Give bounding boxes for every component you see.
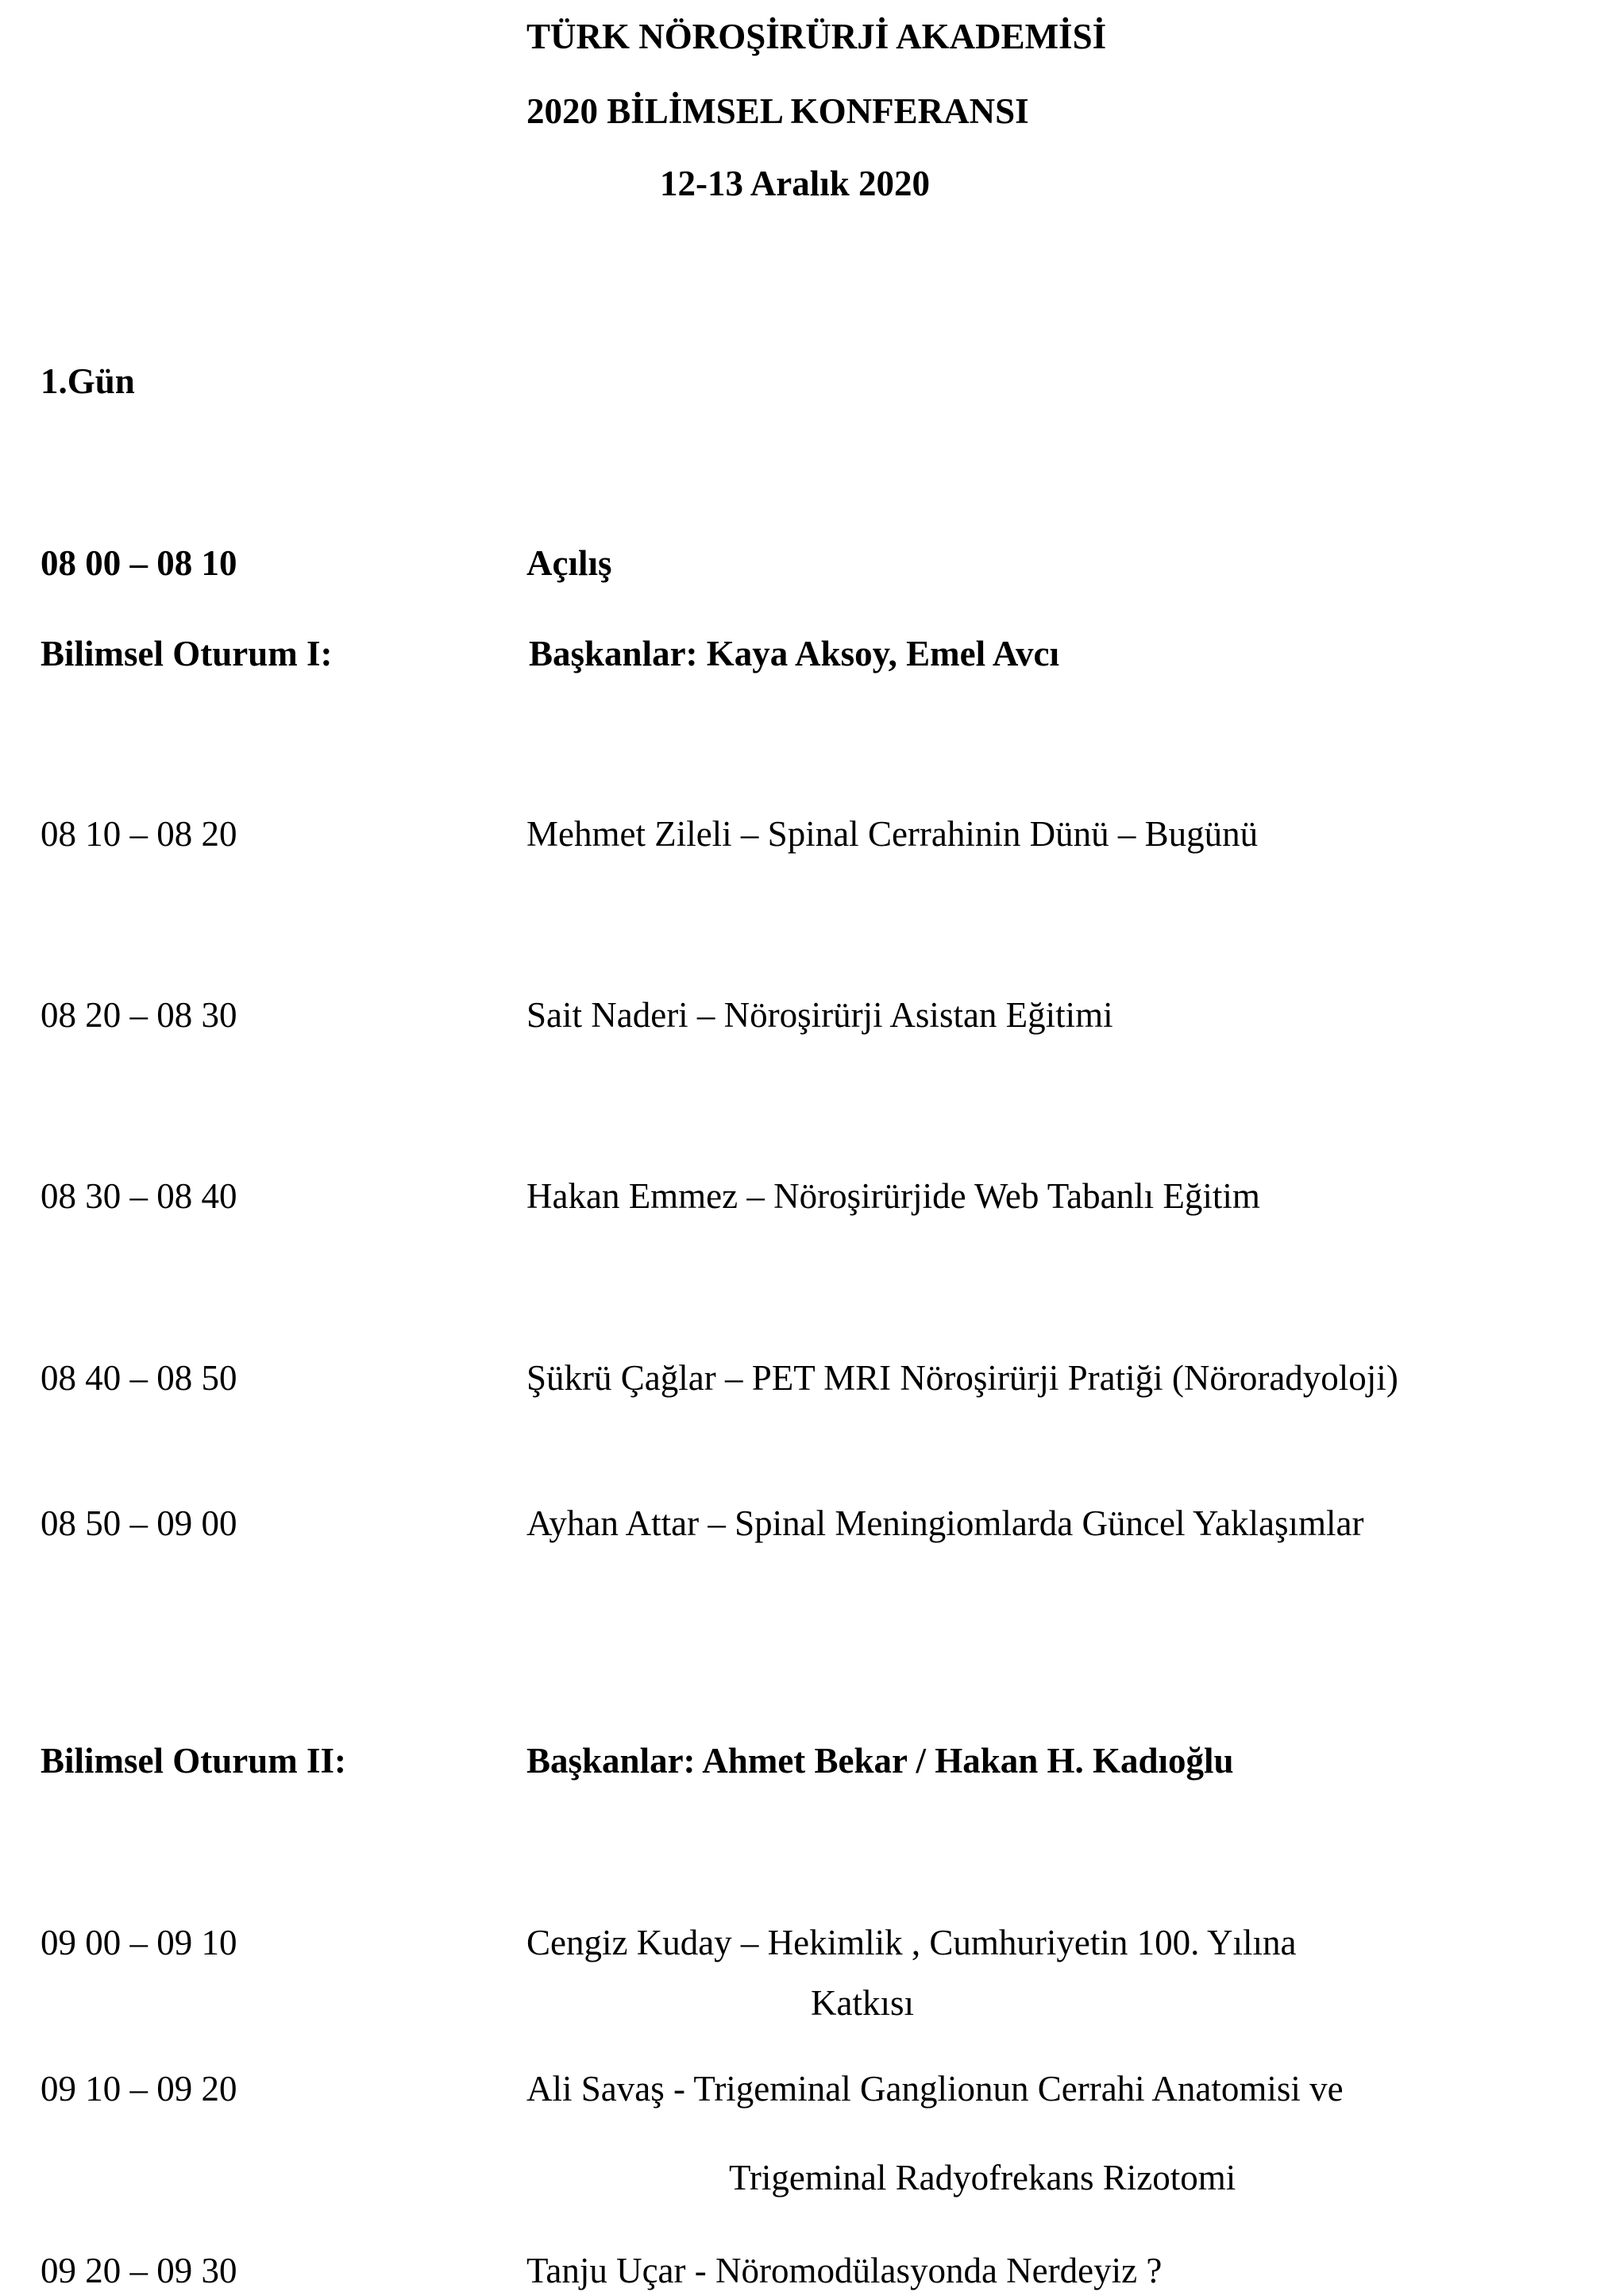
opening-title: Açılış	[526, 543, 612, 583]
talk-title-continuation: Katkısı	[811, 1983, 914, 2023]
talk-title-continuation: Trigeminal Radyofrekans Rizotomi	[729, 2158, 1236, 2198]
talk-time: 08 20 – 08 30	[40, 995, 237, 1035]
talk-time: 09 10 – 09 20	[40, 2069, 237, 2109]
talk-title: Ayhan Attar – Spinal Meningiomlarda Güncel Yaklaşımlar	[526, 1503, 1364, 1543]
talk-time: 08 40 – 08 50	[40, 1358, 237, 1398]
session-1-chairs: Başkanlar: Kaya Aksoy, Emel Avcı	[529, 634, 1059, 673]
talk-title: Sait Naderi – Nöroşirürji Asistan Eğitimi	[526, 995, 1113, 1035]
talk-title: Tanju Uçar - Nöromodülasyonda Nerdeyiz ?	[526, 2251, 1163, 2290]
conference-dates: 12-13 Aralık 2020	[660, 164, 931, 203]
talk-time: 09 00 – 09 10	[40, 1923, 237, 1962]
conference-name: 2020 BİLİMSEL KONFERANSI	[526, 91, 1029, 131]
talk-time: 08 50 – 09 00	[40, 1503, 237, 1543]
session-1-label: Bilimsel Oturum I:	[40, 634, 333, 673]
talk-title: Hakan Emmez – Nöroşirürjide Web Tabanlı Eğitim	[526, 1176, 1260, 1216]
talk-title: Şükrü Çağlar – PET MRI Nöroşirürji Pratiği (Nöroradyoloji)	[526, 1358, 1398, 1398]
talk-time: 09 20 – 09 30	[40, 2251, 237, 2290]
talk-title: Mehmet Zileli – Spinal Cerrahinin Dünü – Bugünü	[526, 814, 1259, 854]
conference-org-title: TÜRK NÖROŞİRÜRJİ AKADEMİSİ	[526, 17, 1107, 56]
talk-time: 08 10 – 08 20	[40, 814, 237, 854]
session-2-label: Bilimsel Oturum II:	[40, 1741, 347, 1781]
talk-time: 08 30 – 08 40	[40, 1176, 237, 1216]
talk-title: Cengiz Kuday – Hekimlik , Cumhuriyetin 100. Yılına	[526, 1923, 1297, 1962]
talk-title: Ali Savaş - Trigeminal Ganglionun Cerrahi Anatomisi ve	[526, 2069, 1344, 2109]
opening-time: 08 00 – 08 10	[40, 543, 237, 583]
day-label: 1.Gün	[40, 361, 135, 401]
session-2-chairs: Başkanlar: Ahmet Bekar / Hakan H. Kadıoğlu	[526, 1741, 1234, 1781]
